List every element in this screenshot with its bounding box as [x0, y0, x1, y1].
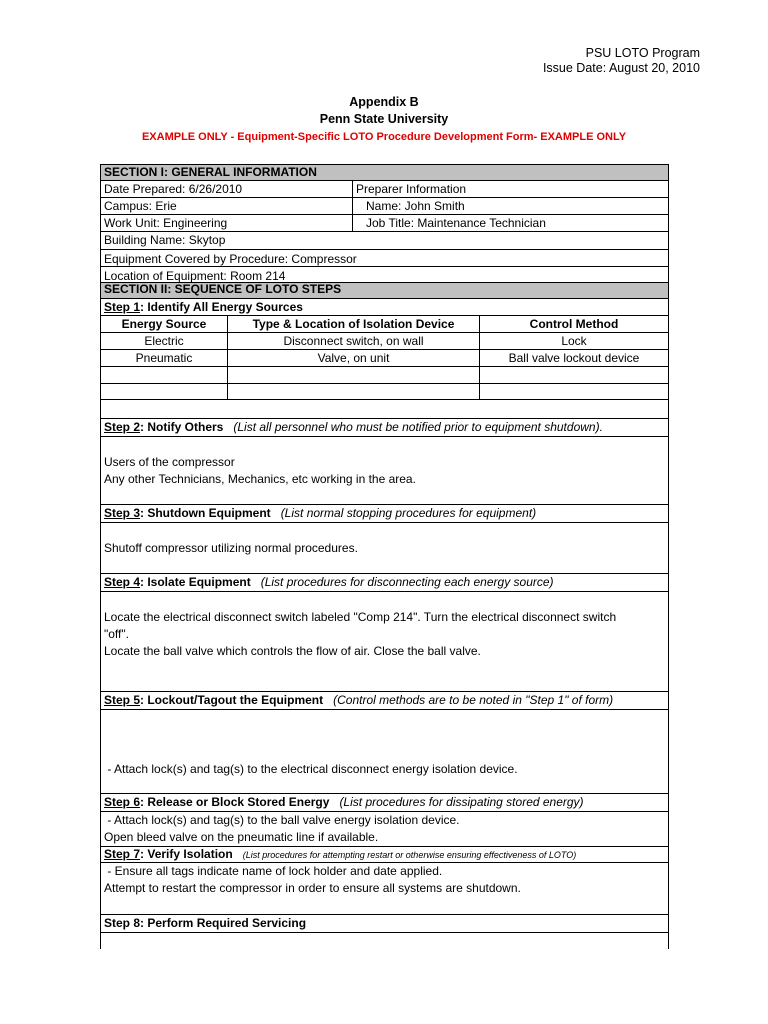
info-row: [101, 267, 668, 283]
step6-label: Step 6: [104, 795, 141, 809]
step7-heading: [101, 847, 668, 862]
column-header: Control Method: [479, 316, 668, 332]
section2-heading-row: [101, 283, 668, 299]
step4-heading: [101, 574, 668, 591]
step7-label: Step 7: [104, 847, 141, 861]
step3-line: Shutoff compressor utilizing normal procedures.: [104, 541, 358, 555]
preparer-information: Preparer Information: [352, 181, 668, 197]
step7-line: Attempt to restart the compressor in order to ensure all systems are shutdown.: [104, 881, 521, 895]
document-header: [543, 46, 700, 76]
info-row: [101, 198, 668, 215]
loto-form: [100, 164, 669, 949]
date-prepared: Date Prepared: 6/26/2010: [104, 182, 243, 196]
example-notice: EXAMPLE ONLY - Equipment-Specific LOTO Procedure Development Form- EXAMPLE ONLY: [141, 131, 627, 143]
equipment-covered: Equipment Covered by Procedure: Compressor: [104, 252, 357, 266]
section1-heading-row: [101, 164, 668, 181]
step3-label: Step 3: [104, 506, 141, 520]
step1-title: : Identify All Energy Sources: [140, 300, 303, 314]
issue-date: Issue Date: August 20, 2010: [542, 61, 700, 75]
step5-line: - Ensure all tags indicate name of lock holder and date applied.: [104, 864, 443, 878]
step5-heading: [101, 692, 668, 709]
step4-body: [101, 592, 668, 692]
step6-body: [101, 812, 668, 847]
step5-line: - Attach lock(s) and tag(s) to the ball valve energy isolation device.: [104, 813, 460, 827]
step8-body: [101, 933, 668, 949]
column-header: Energy Source: [121, 317, 207, 331]
table-cell: Valve, on unit: [227, 350, 479, 366]
building-name: Building Name: Skytop: [104, 233, 226, 247]
section1-heading: SECTION I: GENERAL INFORMATION: [104, 165, 317, 179]
step3-heading: [101, 505, 668, 522]
info-row: [101, 232, 668, 250]
step2-label: Step 2: [104, 420, 141, 434]
step4-line: Locate the ball valve which controls the flow of air. Close the ball valve.: [104, 644, 481, 658]
step4-line: Locate the electrical disconnect switch labeled "Comp 214". Turn the electrical disconnect switch: [104, 610, 617, 624]
step7-title: : Verify Isolation: [140, 847, 233, 861]
step4-title: : Isolate Equipment: [140, 575, 251, 589]
info-row: [101, 181, 668, 198]
step5-row: [101, 692, 668, 710]
table-cell: [227, 367, 479, 383]
table-row: [101, 350, 668, 367]
table-cell: Electric: [144, 334, 184, 348]
step6-hint: (List procedures for dissipating stored energy): [339, 795, 584, 809]
info-row: [101, 250, 668, 267]
spacer-row: [101, 400, 668, 419]
table-row: [101, 333, 668, 350]
step3-body: [101, 523, 668, 574]
step1-table-header: [101, 316, 668, 333]
step5-hint: (Control methods are to be noted in "Step 1" of form): [333, 693, 614, 707]
step7-body: [101, 863, 668, 915]
table-row: [101, 384, 668, 400]
step5-line: - Attach lock(s) and tag(s) to the electrical disconnect energy isolation device.: [104, 762, 518, 776]
work-unit: Work Unit: Engineering: [104, 216, 228, 230]
step1-row: [101, 299, 668, 316]
table-cell: Ball valve lockout device: [479, 350, 668, 366]
table-cell: Disconnect switch, on wall: [227, 333, 479, 349]
section2-heading: SECTION II: SEQUENCE OF LOTO STEPS: [104, 283, 342, 296]
step2-heading: [101, 419, 668, 436]
university-title: Penn State University: [319, 112, 449, 126]
step8-row: [101, 915, 668, 933]
appendix-title: Appendix B: [349, 95, 419, 109]
equipment-location: Location of Equipment: Room 214: [104, 269, 286, 282]
step4-row: [101, 574, 668, 592]
step7-row: [101, 847, 668, 863]
step6-heading: [101, 794, 668, 811]
step2-title: : Notify Others: [140, 420, 224, 434]
step1-label: Step 1: [104, 300, 141, 314]
program-name: PSU LOTO Program: [585, 46, 700, 60]
table-cell: Lock: [479, 333, 668, 349]
preparer-name: Name: John Smith: [352, 198, 668, 214]
step8-heading: Step 8: Perform Required Servicing: [104, 916, 307, 930]
column-header: Type & Location of Isolation Device: [227, 316, 479, 332]
table-cell: [227, 384, 479, 399]
table-cell: [101, 384, 227, 399]
step2-body: [101, 437, 668, 505]
step4-label: Step 4: [104, 575, 141, 589]
step5-label: Step 5: [104, 693, 141, 707]
job-title: Job Title: Maintenance Technician: [352, 215, 668, 231]
table-cell: Pneumatic: [135, 351, 193, 365]
step6-row: [101, 794, 668, 812]
step4-hint: (List procedures for disconnecting each energy source): [260, 575, 554, 589]
campus: Campus: Erie: [104, 199, 177, 213]
step3-hint: (List normal stopping procedures for equipment): [280, 506, 537, 520]
step3-row: [101, 505, 668, 523]
step1-heading: [101, 299, 668, 315]
step2-line: Any other Technicians, Mechanics, etc working in the area.: [104, 472, 416, 486]
step3-title: : Shutdown Equipment: [140, 506, 271, 520]
step2-hint: (List all personnel who must be notified prior to equipment shutdown).: [233, 420, 603, 434]
table-cell: [101, 367, 227, 383]
step5-title: : Lockout/Tagout the Equipment: [140, 693, 324, 707]
table-row: [101, 367, 668, 384]
step6-title: : Release or Block Stored Energy: [140, 795, 330, 809]
step4-line: "off".: [104, 627, 129, 641]
step6-line: Open bleed valve on the pneumatic line if available.: [104, 830, 379, 844]
table-cell: [479, 384, 668, 399]
step2-line: Users of the compressor: [104, 455, 235, 469]
step7-hint: (List procedures for attempting restart or otherwise ensuring effectiveness of LOTO): [242, 850, 577, 860]
info-row: [101, 215, 668, 232]
table-cell: [479, 367, 668, 383]
step2-row: [101, 419, 668, 437]
